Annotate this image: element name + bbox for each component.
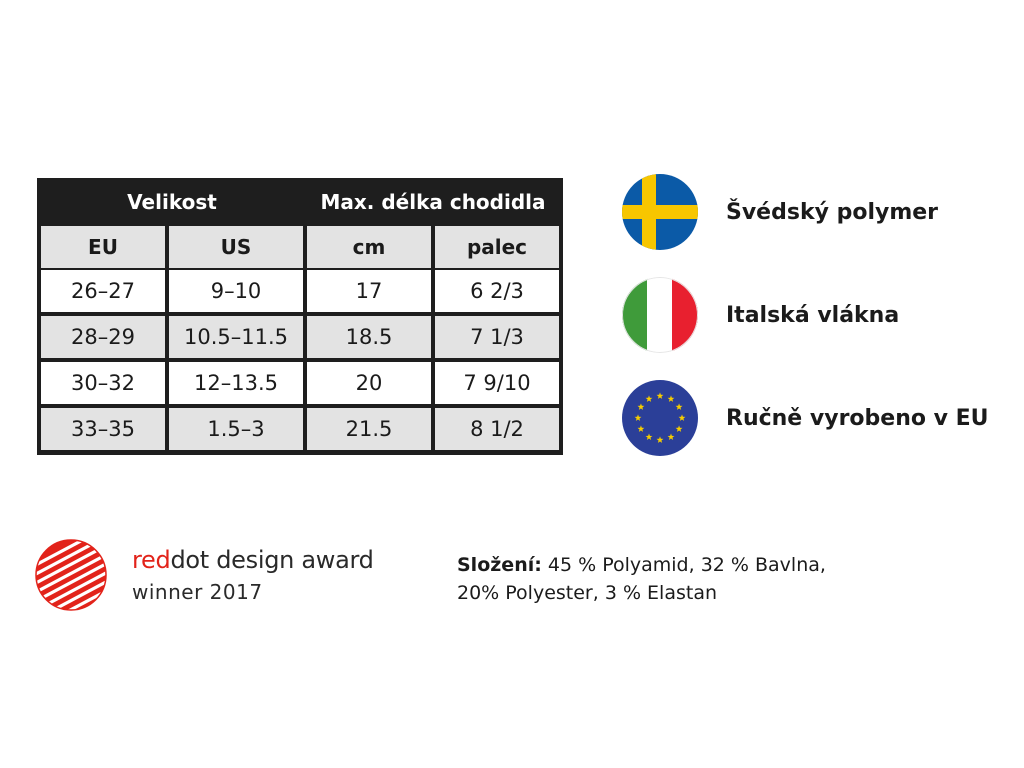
column-header-us: US — [169, 226, 303, 268]
reddot-logo-icon — [34, 538, 108, 612]
table-cell: 18.5 — [307, 316, 431, 358]
composition-text-1: 45 % Polyamid, 32 % Bavlna, — [541, 554, 826, 576]
table-cell: 17 — [307, 270, 431, 312]
table-cell: 7 1/3 — [435, 316, 559, 358]
table-cell: 8 1/2 — [435, 408, 559, 450]
table-cell: 7 9/10 — [435, 362, 559, 404]
sweden-flag-icon — [622, 174, 698, 250]
reddot-award — [34, 538, 414, 618]
group-header-foot-length: Max. délka chodidla — [320, 190, 546, 214]
table-cell: 33–35 — [41, 408, 165, 450]
column-header-eu: EU — [41, 226, 165, 268]
table-cell: 9–10 — [169, 270, 303, 312]
feature-handmade-eu — [622, 380, 1012, 458]
composition — [457, 551, 877, 607]
table-cell: 28–29 — [41, 316, 165, 358]
composition-line-1 — [457, 551, 877, 579]
table-cell: 21.5 — [307, 408, 431, 450]
table-cell: 26–27 — [41, 270, 165, 312]
table-cell: 6 2/3 — [435, 270, 559, 312]
size-table — [37, 178, 563, 455]
composition-line-2: 20% Polyester, 3 % Elastan — [457, 582, 717, 604]
eu-flag-icon — [622, 380, 698, 456]
composition-label: Složení: — [457, 554, 542, 576]
feature-label: Ručně vyrobeno v EU — [726, 406, 989, 431]
table-cell: 30–32 — [41, 362, 165, 404]
award-subtitle: winner 2017 — [132, 580, 263, 604]
column-header-cm: cm — [307, 226, 431, 268]
award-title-rest: design award — [208, 546, 374, 574]
table-cell: 20 — [307, 362, 431, 404]
feature-italian-fibers — [622, 277, 1012, 355]
group-header-size: Velikost — [127, 190, 217, 214]
italy-flag-icon — [622, 277, 698, 353]
table-cell: 1.5–3 — [169, 408, 303, 450]
table-group-header-row — [37, 178, 563, 224]
column-header-palec: palec — [435, 226, 559, 268]
award-title — [132, 546, 374, 574]
award-title-red: red — [132, 546, 171, 574]
table-cell: 10.5–11.5 — [169, 316, 303, 358]
feature-swedish-polymer — [622, 174, 1012, 252]
award-title-dot: dot — [170, 546, 209, 574]
feature-label: Švédský polymer — [726, 200, 939, 225]
feature-label: Italská vlákna — [726, 303, 900, 328]
table-cell: 12–13.5 — [169, 362, 303, 404]
